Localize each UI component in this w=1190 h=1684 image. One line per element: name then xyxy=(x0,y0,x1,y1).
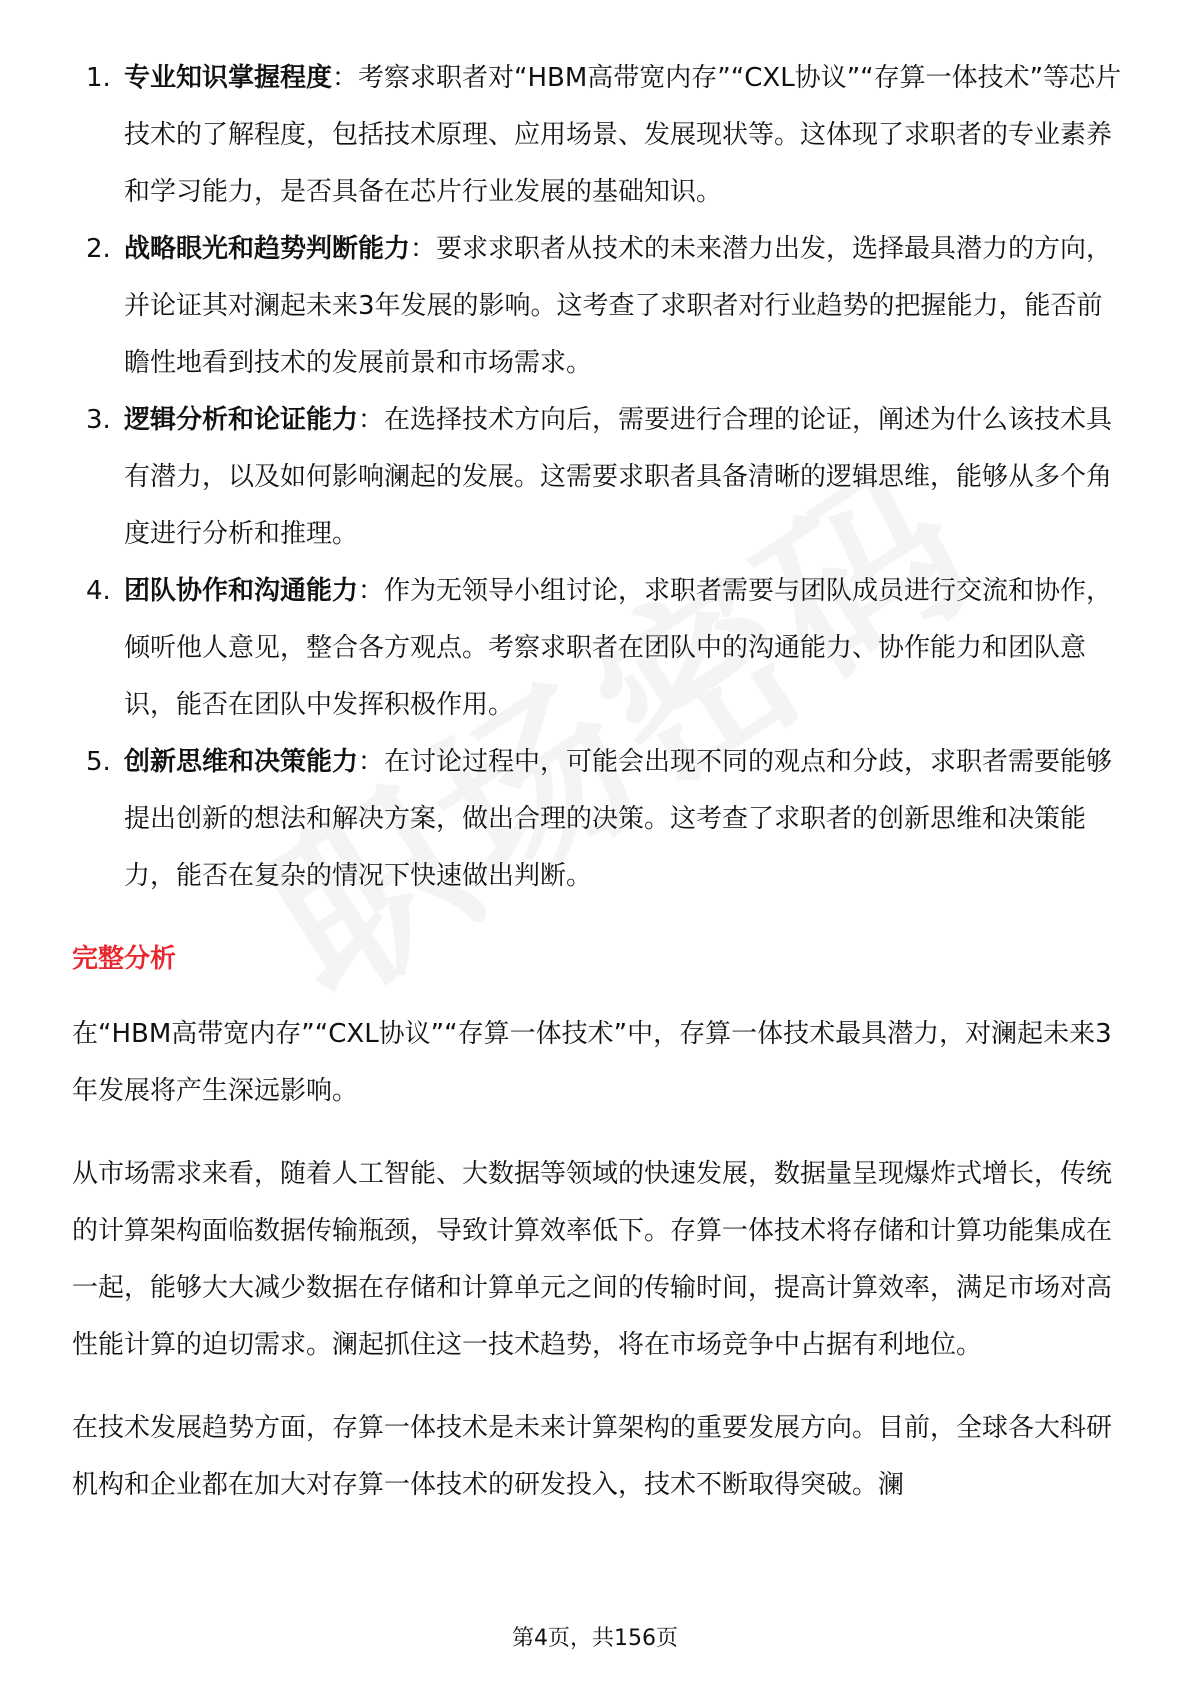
paragraph: 在“HBM高带宽内存”“CXL协议”“存算一体技术”中，存算一体技术最具潜力，对澜起未来3年发展将产生深远影响。 xyxy=(72,1019,1112,1106)
list-item-term: 团队协作和沟通能力 xyxy=(124,576,359,606)
paragraph: 从市场需求来看，随着人工智能、大数据等领域的快速发展，数据量呈现爆炸式增长，传统的计算架构面临数据传输瓶颈，导致计算效率低下。存算一体技术将存储和计算功能集成在一起，能够大大减少数据在存储和计算单元之间的传输时间，提高计算效率，满足市场对高性能计算的迫切需求。澜起抓住这一技术趋势，将在市场竞争中占据有利地位。 xyxy=(72,1159,1113,1360)
list-item-term: 创新思维和决策能力 xyxy=(124,747,359,777)
list-item-text: ：作为无领导小组讨论，求职者需要与团队成员进行交流和协作，倾听他人意见，整合各方观点。考察求职者在团队中的沟通能力、协作能力和团队意识，能否在团队中发挥积极作用。 xyxy=(124,576,1113,720)
list-item-number: 3. xyxy=(86,405,111,435)
list-item xyxy=(72,392,1122,563)
paragraph: 在技术发展趋势方面，存算一体技术是未来计算架构的重要发展方向。目前，全球各大科研机构和企业都在加大对存算一体技术的研发投入，技术不断取得突破。澜 xyxy=(72,1413,1113,1500)
list-item-number: 5. xyxy=(86,747,111,777)
list-item-text: ：考察求职者对“HBM高带宽内存”“CXL协议”“存算一体技术”等芯片技术的了解程度，包括技术原理、应用场景、发展现状等。这体现了求职者的专业素养和学习能力，是否具备在芯片行业发展的基础知识。 xyxy=(124,63,1122,207)
numbered-list xyxy=(72,50,1122,905)
list-item-term: 专业知识掌握程度 xyxy=(124,63,333,93)
list-item xyxy=(72,734,1122,905)
section-title: 完整分析 xyxy=(72,944,177,974)
list-item-term: 战略眼光和趋势判断能力 xyxy=(124,234,411,264)
list-item-text: ：在讨论过程中，可能会出现不同的观点和分歧，求职者需要能够提出创新的想法和解决方案，做出合理的决策。这考查了求职者的创新思维和决策能力，能否在复杂的情况下快速做出判断。 xyxy=(124,747,1113,891)
list-item-text: ：要求求职者从技术的未来潜力出发，选择最具潜力的方向，并论证其对澜起未来3年发展的影响。这考查了求职者对行业趋势的把握能力，能否前瞻性地看到技术的发展前景和市场需求。 xyxy=(124,234,1113,378)
list-item-number: 2. xyxy=(86,234,111,264)
list-item xyxy=(72,50,1122,221)
list-item-number: 4. xyxy=(86,576,111,606)
page-content xyxy=(72,50,1122,1540)
list-item xyxy=(72,563,1122,734)
page-footer: 第4页，共156页 xyxy=(512,1626,678,1651)
list-item-term: 逻辑分析和论证能力 xyxy=(124,405,359,435)
list-item-number: 1. xyxy=(86,63,111,93)
list-item-text: ：在选择技术方向后，需要进行合理的论证，阐述为什么该技术具有潜力，以及如何影响澜起的发展。这需要求职者具备清晰的逻辑思维，能够从多个角度进行分析和推理。 xyxy=(124,405,1113,549)
list-item xyxy=(72,221,1122,392)
